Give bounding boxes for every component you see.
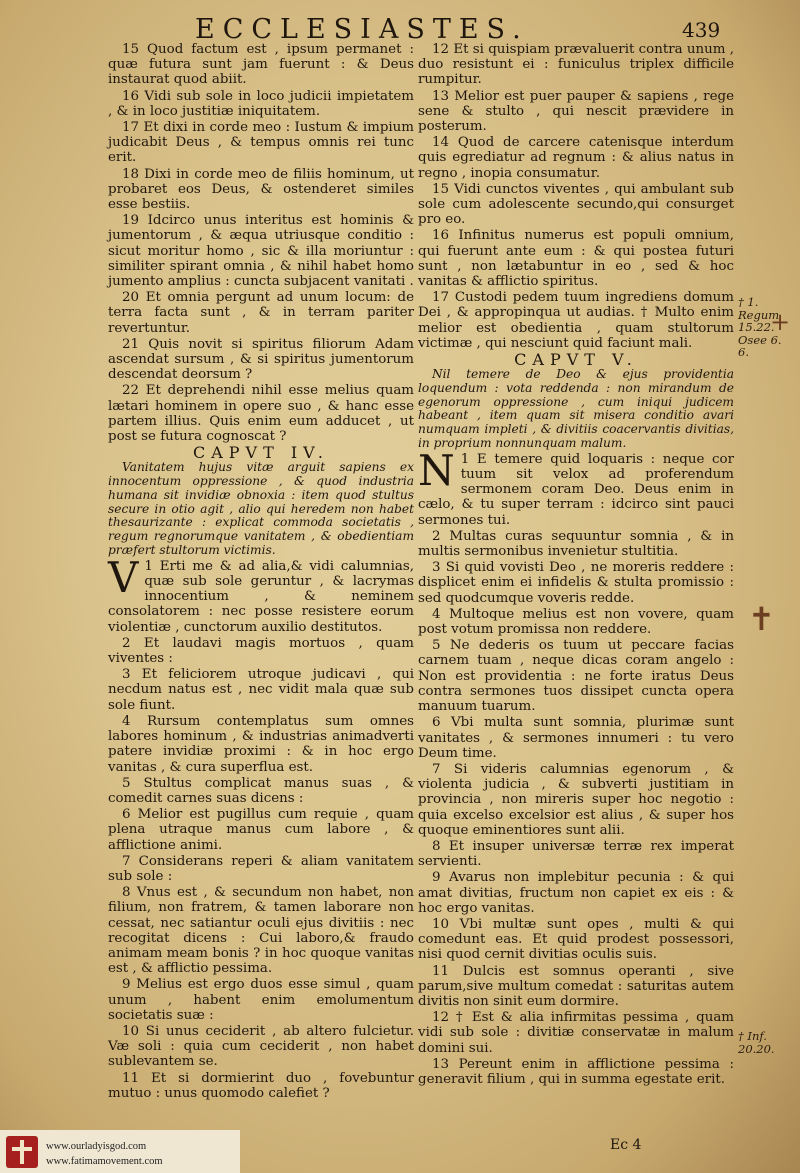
verse: 2 Multas curas sequuntur somnia , & in multis sermonibus invenietur stultitia. [418,528,734,560]
verse: 20 Et omnia pergunt ad unum locum: de terra facta sunt , & in terram pariter revertuntur. [108,290,414,336]
verse: 9 Avarus non implebitur pecunia : & qui amat divitias, fructum non capiet ex eis : & hoc ergo vanitas. [418,870,734,916]
verse: 9 Melius est ergo duos esse simul , quam unum , habent enim emolumentum societatis suæ : [108,977,414,1023]
verse: 7 Considerans reperi & aliam vanitatem sub sole : [108,853,414,884]
chapter-summary: Vanitatem hujus vitæ arguit sapiens ex innocentum oppressione , & quod industria humana sit invidiæ obnoxia : item quod stultus secure in otio agit , alio qui heredem non habet thesaurizante : explicat commoda societatis , regum regnorumque vanitatem , & obedientiam præfert stultorum victimis. [108,460,414,558]
verse-first [108,552,414,635]
verse-text: Erti me & ad alia,& vidi calumnias, quæ sub sole geruntur , & lacrymas innocentium , & neminem consolatorem : nec posse resistere eorum violentiæ , cunctorum auxilio destitutos. [108,558,414,635]
handwritten-cross-icon: + [770,308,791,336]
catchword: Ec 4 [610,1137,642,1153]
website-link[interactable]: www.fatimamovement.com [46,1156,163,1167]
verse: 13 Melior est puer pauper & sapiens , rege sene & stulto , qui nescit prævidere in posterum. [418,88,734,135]
verse: 18 Dixi in corde meo de filiis hominum, ut probaret eos Deus, & ostenderet similes esse bestiis. [108,166,414,213]
verse: 12 Et si quispiam prævaluerit contra unum , duo resistunt ei : funiculus triplex difficile rumpitur. [418,42,734,88]
verse: 3 Et feliciorem utroque judicavi , qui necdum natus est , nec vidit mala quæ sub sole fiunt. [108,667,414,713]
verse: 13 Pereunt enim in afflictione pessima : generavit filium , qui in summa egestate erit. [418,1056,734,1087]
website-link[interactable]: www.ourladyisgod.com [46,1141,147,1152]
watermark-footer [0,1130,240,1173]
left-column [108,42,414,1102]
page-number: 439 [682,18,721,42]
drop-cap: N [418,445,455,495]
verse: 12 † Est & alia infirmitas pessima , quam vidi sub sole : divitiæ conservatæ in malum domini sui. [418,1010,734,1056]
verse: 6 Vbi multa sunt somnia, plurimæ sunt vanitates , & sermones innumeri : tu vero Deum time. [418,715,734,761]
verse: 6 Melior est pugillus cum requie , quam plena utraque manus cum labore , & afflictione animi. [108,807,414,853]
verse: 5 Ne dederis os tuum ut peccare facias carnem tuam , neque dicas coram angelo : Non est providentia : ne forte iratus Deus contra sermones tuos dissipet cuncta opera manuum tuarum. [418,638,734,715]
verse-text: E temere quid loquaris : neque cor tuum sit velox ad proferendum sermonem coram Deo. Deus enim in cælo, & tu super terram : idcirco sint pauci sermones tui. [418,451,734,528]
margin-reference: † 1. Regum 15.22. Osee 6. 6. [738,295,782,359]
verse: 11 Dulcis est somnus operanti , sive parum,sive multum comedat : saturitas autem divitis non sinit eum dormire. [418,963,734,1009]
verse: 16 Infinitus numerus est populi omnium, qui fuerunt ante eum : & qui postea futuri sunt , non lætabuntur in eo , sed & hoc vanitas & afflictio spiritus. [418,228,734,290]
verse: 8 Vnus est , & secundum non habet, non filium, non fratrem, & tamen laborare non cessat, nec satiantur oculi ejus divitiis : nec recogitat dicens : Cui laboro,& fraudo animam meam bonis ? in hoc quoque vanitas est , & afflictio pessima. [108,885,414,977]
verse: 17 Custodi pedem tuum ingrediens domum Dei , & appropinqua ut audias. † Multo enim melior est obedientia , quam stultorum victimæ , qui nesciunt quid faciunt mali. [418,290,734,351]
verse: 10 Si unus ceciderit , ab altero fulcietur. Væ soli : quia cum ceciderit , non habet sublevantem se. [108,1023,414,1070]
margin-reference: † Inf. 20.20. [738,1029,775,1056]
verse: 8 Et insuper universæ terræ rex imperat servienti. [418,838,734,870]
right-column [418,42,734,1088]
cross-logo-icon [6,1136,38,1168]
verse: 4 Rursum contemplatus sum omnes labores hominum , & industrias animadverti patere invidiæ proximi : & in hoc ergo vanitas , & cura superflua est. [108,713,414,775]
drop-cap: V [108,552,139,602]
verse-first [418,445,734,528]
verse: 11 Et si dormierint duo , fovebuntur mutuo : unus quomodo calefiet ? [108,1070,414,1101]
verse: 22 Et deprehendi nihil esse melius quam lætari hominem in opere suo , & hanc esse partem illius. Quis enim eum adducet , ut post se futura cognoscat ? [108,383,414,445]
verse: 15 Quod factum est , ipsum permanet : quæ futura sunt jam fuerunt : & Deus instaurat quod abiit. [108,42,414,88]
chapter-summary: Nil temere de Deo & ejus providentia loquendum : vota reddenda : non mirandum de egenorum oppressione , cum iniqui judicem habeant , item quam sit misera conditio avari numquam impleti , & divitiis coacervantis divitias, in proprium nonnunquam malum. [418,367,734,451]
verse: 15 Vidi cunctos viventes , qui ambulant sub sole cum adolescente secundo,qui consurget pro eo. [418,181,734,228]
verse: 21 Quis novit si spiritus filiorum Adam ascendat sursum , & si spiritus jumentorum descendat deorsum ? [108,336,414,383]
verse: 17 Et dixi in corde meo : Iustum & impium judicabit Deus , & tempus omnis rei tunc erit. [108,120,414,166]
handwritten-cross-icon: ✝ [748,600,775,638]
chapter-heading: CAPVT V. [514,350,638,370]
verse: 2 Et laudavi magis mortuos , quam viventes : [108,635,414,667]
verse-number: 1 [460,451,470,467]
verse: 5 Stultus complicat manus suas , & comedit carnes suas dicens : [108,775,414,806]
verse: 10 Vbi multæ sunt opes , multi & qui comedunt eas. Et quid prodest possessori, nisi quod cernit divitias oculis suis. [418,916,734,963]
running-title: ECCLESIASTES. [195,14,529,45]
verse: 3 Si quid vovisti Deo , ne moreris reddere : displicet enim ei infidelis & stulta promissio : sed quodcumque voveris redde. [418,560,734,606]
verse: 16 Vidi sub sole in loco judicii impietatem , & in loco justitiæ iniquitatem. [108,88,414,119]
chapter-heading: CAPVT IV. [192,443,330,463]
verse: 7 Si videris calumnias egenorum , & violenta judicia , & subverti justitiam in provincia , non mireris super hoc negotio : quia excelso excelsior est alius , & super hos quoque eminentiores sunt alii. [418,761,734,838]
verse: 14 Quod de carcere catenisque interdum quis egrediatur ad regnum : & alius natus in regno , inopia consumatur. [418,135,734,181]
verse-number: 1 [144,558,153,574]
verse: 19 Idcirco unus interitus est hominis & jumentorum , & æqua utriusque conditio : sicut moritur homo , sic & illa moriuntur : similiter spirant omnia , & nihil habet homo jumento amplius : cuncta subjacent vanitati . [108,213,414,290]
verse: 4 Multoque melius est non vovere, quam post votum promissa non reddere. [418,606,734,638]
